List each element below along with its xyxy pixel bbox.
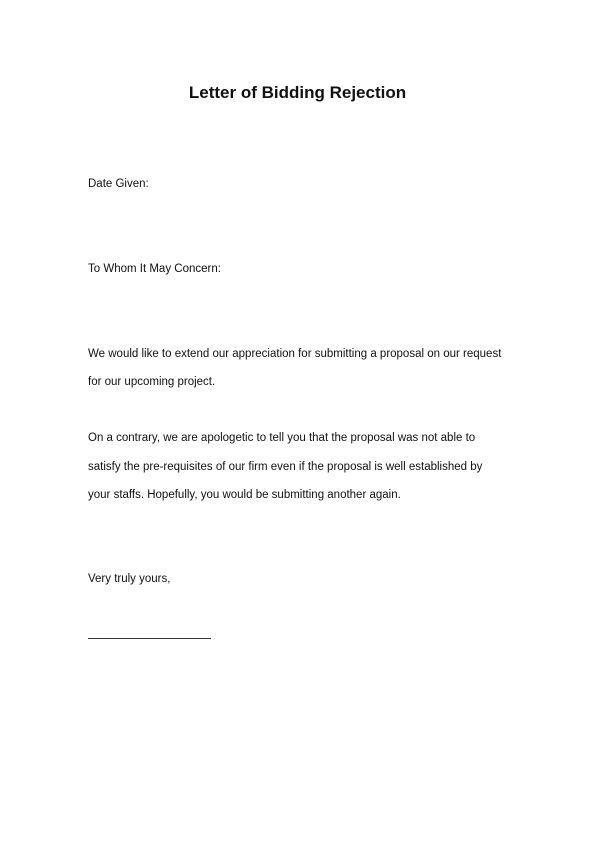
- paragraph2-line1: On a contrary, we are apologetic to tell you that the proposal was not able to: [88, 432, 476, 444]
- paragraph2-line2: satisfy the pre-requisites of our firm even if the proposal is well established by: [88, 461, 483, 473]
- paragraph1-line2: for our upcoming project.: [88, 376, 216, 388]
- salutation: To Whom It May Concern:: [88, 263, 221, 275]
- letter-title: Letter of Bidding Rejection: [188, 83, 407, 102]
- signature-line: [88, 638, 211, 639]
- closing: Very truly yours,: [88, 573, 171, 585]
- paragraph2-line3: your staffs. Hopefully, you would be submitting another again.: [88, 489, 401, 501]
- date-label: Date Given:: [88, 178, 149, 190]
- paragraph1-line1: We would like to extend our appreciation for submitting a proposal on our request: [88, 348, 502, 360]
